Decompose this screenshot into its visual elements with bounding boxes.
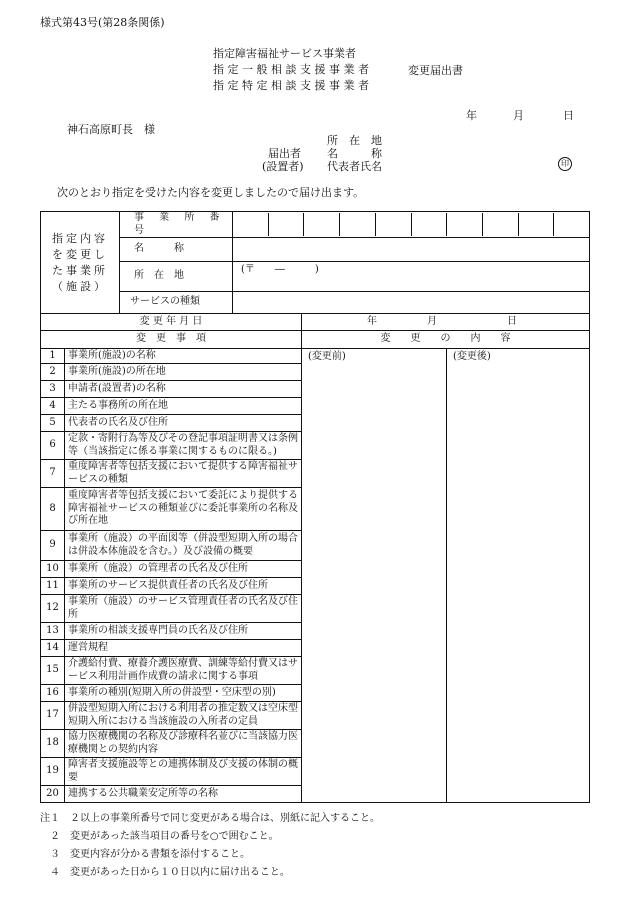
date-month-label: 月 <box>513 109 524 122</box>
item-number: 4 <box>41 398 65 415</box>
postal-code-template: (〒 ― ) <box>241 264 319 275</box>
item-text[interactable]: 事業所の相談支援専門員の氏名及び住所 <box>65 623 302 640</box>
item-number: 10 <box>41 561 65 578</box>
facility-name-field[interactable] <box>233 238 590 262</box>
item-number: 20 <box>41 786 65 803</box>
office-number-input[interactable] <box>233 212 590 238</box>
change-date-day: 日 <box>507 316 517 327</box>
facility-name-label: 名 称 <box>120 238 233 262</box>
addressee: 神石高原町長 様 <box>67 123 155 136</box>
item-text[interactable]: 重度障害者等包括支援において委託により提供する障害福祉サービスの種類並びに委託事業所の名称及び所在地 <box>65 488 302 531</box>
item-text[interactable]: 障害者支援施設等との連携体制及び支援の体制の概要 <box>65 758 302 786</box>
item-text[interactable]: 申請者(設置者)の名称 <box>65 381 302 398</box>
item-number: 18 <box>41 730 65 758</box>
change-notification-table <box>40 211 590 803</box>
item-text[interactable]: 定款・寄附行為等及びその登記事項証明書又は条例等（当該指定に係る事業に関するものに限る。) <box>65 432 302 460</box>
before-change-label: (変更前) <box>308 351 346 362</box>
item-number: 15 <box>41 657 65 685</box>
item-text[interactable]: 重度障害者等包括支援において提供する障害福祉サービスの種類 <box>65 460 302 488</box>
item-text[interactable]: 事業所（施設）の平面図等（併設型短期入所の場合は併設本体施設を含む。）及び設備の概要 <box>65 531 302 561</box>
item-text[interactable]: 協力医療機関の名称及び診療科名並びに当該協力医療機関との契約内容 <box>65 730 302 758</box>
item-number: 3 <box>41 381 65 398</box>
seal-mark: 印 <box>558 157 572 171</box>
note-item: ４ 変更があった日から１０日以内に届け出ること。 <box>40 867 290 878</box>
notes <box>40 810 380 882</box>
form-number: 様式第43号(第28条関係) <box>40 16 165 29</box>
change-date-month: 月 <box>427 316 437 327</box>
applicant-prefix-setter: (設置者) <box>262 160 304 173</box>
applicant-prefix: 届出者 <box>268 147 301 160</box>
item-number: 6 <box>41 432 65 460</box>
item-text[interactable]: 主たる事務所の所在地 <box>65 398 302 415</box>
item-text[interactable]: 運営規程 <box>65 640 302 657</box>
office-number-label: 事 業 所 番 号 <box>120 212 233 238</box>
item-number: 1 <box>41 349 65 364</box>
item-text[interactable]: 併設型短期入所における利用者の推定数又は空床型短期入所における当該施設の入所者の定員 <box>65 702 302 730</box>
date-day-label: 日 <box>563 109 574 122</box>
item-number: 19 <box>41 758 65 786</box>
after-change-field[interactable] <box>447 349 590 803</box>
item-text[interactable]: 介護給付費、療養介護医療費、訓練等給付費又はサービス利用計画作成費の請求に関する事項 <box>65 657 302 685</box>
note-item: ２ 変更があった該当項目の番号を○で囲むこと。 <box>40 831 279 842</box>
note-item: ３ 変更内容が分かる書類を添付すること。 <box>40 849 250 860</box>
item-text[interactable]: 事業所（施設）のサービス管理責任者の氏名及び住所 <box>65 595 302 623</box>
item-text[interactable]: 事業所（施設）の管理者の氏名及び住所 <box>65 561 302 578</box>
item-number: 11 <box>41 578 65 595</box>
applicant-representative-label: 代表者氏名 <box>327 160 382 173</box>
item-text[interactable]: 事業所のサービス提供責任者の氏名及び住所 <box>65 578 302 595</box>
item-text[interactable]: 事業所(施設)の名称 <box>65 349 302 364</box>
item-number: 5 <box>41 415 65 432</box>
change-date-year: 年 <box>367 316 377 327</box>
title-line: 指定障害福祉サービス事業者 <box>213 47 356 60</box>
item-text[interactable]: 事業所の種別(短期入所の併設型・空床型の別) <box>65 685 302 702</box>
change-date-label: 変 更 年 月 日 <box>41 314 302 331</box>
item-text[interactable]: 連携する公共職業安定所等の名称 <box>65 786 302 803</box>
change-content-header: 変 更 の 内 容 <box>302 331 590 349</box>
item-number: 14 <box>41 640 65 657</box>
item-number: 9 <box>41 531 65 561</box>
service-type-label: サービスの種類 <box>120 292 233 314</box>
item-number: 12 <box>41 595 65 623</box>
title-line: 指 定 特 定 相 談 支 援 事 業 者 <box>213 79 369 92</box>
change-items-header: 変 更 事 項 <box>41 331 302 349</box>
item-number: 2 <box>41 364 65 381</box>
item-text[interactable]: 事業所(施設)の所在地 <box>65 364 302 381</box>
facility-address-field[interactable] <box>233 262 590 292</box>
item-text[interactable]: 代表者の氏名及び住所 <box>65 415 302 432</box>
after-change-label: (変更後) <box>453 351 491 362</box>
facility-address-label: 所 在 地 <box>120 262 233 292</box>
before-change-field[interactable] <box>302 349 447 803</box>
document-title <box>213 46 369 94</box>
service-type-field[interactable] <box>233 292 590 314</box>
item-number: 16 <box>41 685 65 702</box>
applicant-name-label: 名 称 <box>327 147 382 160</box>
facility-group-label: 指定内容を変更した事業所（施設） <box>41 212 120 314</box>
item-number: 13 <box>41 623 65 640</box>
change-date-field[interactable] <box>302 314 590 331</box>
applicant-address-label: 所 在 地 <box>327 134 382 147</box>
intro-text: 次のとおり指定を受けた内容を変更しましたので届け出ます。 <box>57 186 365 199</box>
item-number: 8 <box>41 488 65 531</box>
item-number: 7 <box>41 460 65 488</box>
title-line: 指 定 一 般 相 談 支 援 事 業 者 <box>213 63 369 76</box>
note-item: 注１ ２以上の事業所番号で同じ変更がある場合は、別紙に記入すること。 <box>40 813 380 824</box>
date-year-label: 年 <box>466 109 477 122</box>
title-suffix: 変更届出書 <box>408 64 463 77</box>
item-number: 17 <box>41 702 65 730</box>
